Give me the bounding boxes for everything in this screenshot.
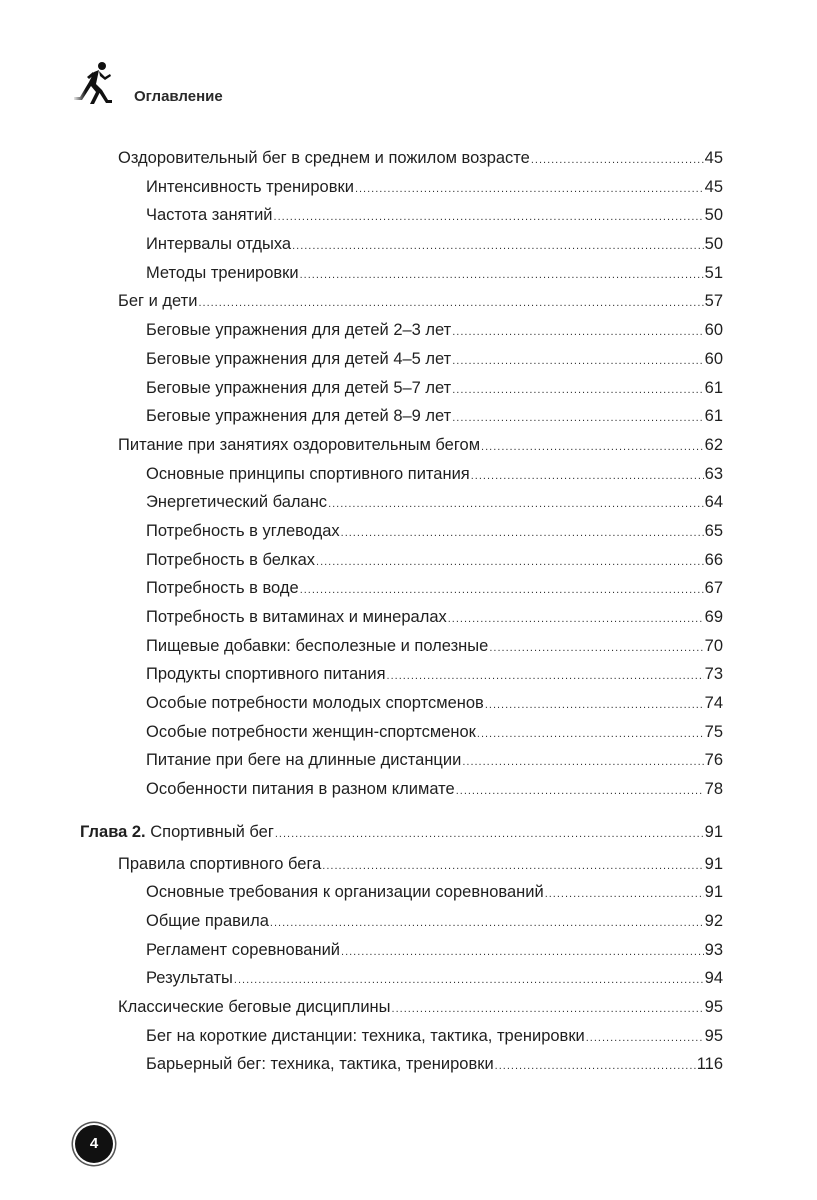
- toc-entry[interactable]: [80, 632, 723, 661]
- toc-entry[interactable]: [80, 574, 723, 603]
- toc-entry-page: 50: [704, 235, 723, 254]
- toc-entry-title: [118, 287, 197, 316]
- toc-entry[interactable]: [80, 775, 723, 804]
- dot-leader: [328, 490, 704, 519]
- toc-entry-title: [146, 402, 451, 431]
- toc-entry-title: [80, 818, 274, 847]
- dot-leader: [387, 662, 704, 691]
- dot-leader: [452, 318, 703, 347]
- toc-entry[interactable]: [80, 718, 723, 747]
- toc-entry-page: 91: [704, 822, 723, 841]
- toc-entry-page: 45: [704, 149, 723, 167]
- toc-entry-text: Потребность в белках: [146, 550, 316, 569]
- toc-chapter-entry[interactable]: [80, 818, 723, 847]
- dot-leader: [341, 519, 704, 548]
- toc-entry-text: Потребность в витаминах и минералах: [146, 608, 447, 626]
- dot-leader: [452, 347, 703, 376]
- runner-icon: [72, 60, 118, 110]
- dot-leader: [481, 433, 704, 462]
- toc-entry[interactable]: [80, 402, 723, 431]
- toc-entry-title: [146, 460, 470, 489]
- toc-entry-page: 67: [704, 579, 723, 598]
- toc-entry-page: 69: [704, 608, 723, 626]
- toc-entry-page: 61: [704, 407, 723, 426]
- toc-entry-page: 61: [704, 378, 723, 397]
- chapter-label: Глава 2.: [80, 822, 146, 841]
- toc-entry-page: 91: [704, 883, 723, 902]
- toc-entry-title: [146, 374, 451, 403]
- dot-leader: [270, 909, 704, 938]
- dot-leader: [489, 634, 703, 663]
- toc-entry-text: Методы тренировки: [146, 263, 299, 282]
- toc-entry[interactable]: [80, 936, 723, 965]
- dot-leader: [531, 146, 704, 175]
- dot-leader: [198, 289, 703, 318]
- dot-leader: [545, 880, 704, 909]
- dot-leader: [292, 232, 704, 261]
- toc-entry-text: Общие правила: [146, 911, 269, 930]
- toc-entry-page: 57: [704, 292, 723, 311]
- dot-leader: [477, 720, 704, 749]
- toc-entry-page: 65: [704, 521, 723, 540]
- toc-entry[interactable]: [80, 546, 723, 575]
- toc-entry[interactable]: [80, 850, 723, 879]
- toc-entry-page: 60: [704, 349, 723, 368]
- header-title: Оглавление: [134, 88, 223, 105]
- toc-entry-title: [146, 574, 299, 603]
- toc-entry[interactable]: [80, 1050, 723, 1079]
- table-of-contents: [80, 144, 723, 1079]
- toc-entry-title: [146, 718, 476, 747]
- toc-entry-page: 62: [704, 435, 723, 454]
- toc-entry-page: 51: [704, 263, 723, 282]
- dot-leader: [471, 462, 704, 491]
- toc-entry[interactable]: [80, 689, 723, 718]
- toc-entry-text: Классические беговые дисциплины: [118, 997, 391, 1016]
- toc-entry-title: [146, 746, 461, 775]
- toc-entry-page: 75: [704, 722, 723, 741]
- toc-entry-page: 74: [704, 694, 723, 713]
- toc-entry-text: Питание при занятиях оздоровительным бегом: [118, 435, 481, 454]
- toc-entry-page: 92: [704, 911, 723, 930]
- toc-entry-title: [118, 144, 530, 173]
- toc-entry-title: [146, 775, 455, 804]
- toc-entry-page: 94: [704, 969, 723, 988]
- toc-entry-title: [146, 1022, 585, 1051]
- toc-entry-title: [118, 850, 321, 879]
- toc-entry-title: [146, 173, 354, 202]
- toc-entry[interactable]: [80, 316, 723, 345]
- toc-entry-text: Интенсивность тренировки: [146, 177, 354, 196]
- dot-leader: [234, 966, 704, 995]
- toc-entry-page: 73: [704, 665, 723, 684]
- toc-entry[interactable]: [80, 993, 723, 1022]
- toc-entry-page: 63: [704, 464, 723, 483]
- toc-entry[interactable]: [80, 374, 723, 403]
- dot-leader: [300, 261, 704, 290]
- toc-entry-text: Беговые упражнения для детей 8–9 лет: [146, 407, 452, 426]
- toc-entry-page: 91: [704, 854, 723, 873]
- toc-entry-title: [146, 488, 327, 517]
- dot-leader: [275, 820, 704, 849]
- toc-entry-page: 45: [704, 177, 723, 196]
- toc-entry-text: Беговые упражнения для детей 4–5 лет: [146, 349, 452, 368]
- toc-entry-title: [146, 660, 386, 689]
- toc-entry-title: [118, 431, 480, 460]
- toc-entry-title: [146, 259, 299, 288]
- toc-entry-title: [146, 907, 269, 936]
- toc-entry-page: 64: [704, 493, 723, 512]
- dot-leader: [341, 938, 704, 967]
- toc-entry-text: Основные принципы спортивного питания: [146, 464, 470, 483]
- dot-leader: [322, 852, 703, 881]
- toc-entry[interactable]: [80, 144, 723, 173]
- toc-entry-title: [146, 689, 484, 718]
- toc-entry-text: Спортивный бег: [145, 822, 274, 841]
- toc-entry-title: [146, 603, 447, 632]
- toc-entry-text: Бег и дети: [118, 292, 198, 311]
- toc-entry-text: Частота занятий: [146, 206, 273, 225]
- toc-entry[interactable]: [80, 878, 723, 907]
- toc-entry-title: [146, 1050, 494, 1079]
- toc-entry[interactable]: [80, 230, 723, 259]
- toc-entry[interactable]: [80, 964, 723, 993]
- dot-leader: [355, 175, 704, 204]
- toc-entry-text: Особые потребности молодых спортсменов: [146, 694, 484, 713]
- toc-entry-text: Основные требования к организации соревнований: [146, 883, 544, 902]
- toc-entry-title: [146, 201, 273, 230]
- toc-entry-page: 95: [704, 1026, 723, 1045]
- toc-entry-text: Результаты: [146, 969, 233, 988]
- page-number-badge: 4: [75, 1125, 113, 1163]
- dot-leader: [452, 404, 703, 433]
- toc-entry-page: 66: [704, 550, 723, 569]
- toc-entry-page: 116: [696, 1055, 723, 1074]
- toc-entry-text: Продукты спортивного питания: [146, 665, 386, 684]
- toc-entry-title: [146, 517, 340, 546]
- toc-entry-page: 60: [704, 321, 723, 340]
- toc-entry[interactable]: [80, 431, 723, 460]
- dot-leader: [274, 203, 704, 232]
- toc-entry-title: [146, 546, 315, 575]
- toc-entry-title: [146, 230, 291, 259]
- toc-entry-text: Питание при беге на длинные дистанции: [146, 751, 462, 770]
- toc-entry-title: [146, 936, 340, 965]
- dot-leader: [462, 748, 703, 777]
- toc-entry-text: Правила спортивного бега: [118, 854, 322, 873]
- dot-leader: [448, 605, 704, 634]
- toc-entry-title: [146, 345, 451, 374]
- toc-entry-page: 50: [704, 206, 723, 225]
- dot-leader: [316, 548, 704, 577]
- dot-leader: [300, 576, 704, 605]
- toc-entry[interactable]: [80, 259, 723, 288]
- dot-leader: [452, 376, 703, 405]
- toc-entry-text: Потребность в воде: [146, 579, 299, 598]
- toc-entry-title: [146, 316, 451, 345]
- toc-entry[interactable]: [80, 603, 723, 632]
- dot-leader: [392, 995, 704, 1024]
- toc-entry-text: Энергетический баланс: [146, 493, 328, 512]
- toc-entry[interactable]: [80, 345, 723, 374]
- toc-entry-page: 93: [704, 940, 723, 959]
- toc-entry-title: [118, 993, 391, 1022]
- toc-entry-title: [146, 632, 488, 661]
- dot-leader: [485, 691, 704, 720]
- toc-entry-text: Беговые упражнения для детей 2–3 лет: [146, 321, 452, 340]
- toc-entry-title: [146, 878, 544, 907]
- toc-entry-text: Потребность в углеводах: [146, 521, 340, 540]
- toc-entry[interactable]: [80, 460, 723, 489]
- toc-entry-text: Пищевые добавки: бесполезные и полезные: [146, 636, 489, 655]
- toc-entry[interactable]: [80, 907, 723, 936]
- toc-entry-text: Оздоровительный бег в среднем и пожилом возрасте: [118, 149, 530, 167]
- toc-entry-page: 76: [704, 751, 723, 770]
- toc-entry-text: Особенности питания в разном климате: [146, 780, 455, 799]
- toc-entry-text: Особые потребности женщин-спортсменок: [146, 722, 476, 741]
- toc-entry-text: Барьерный бег: техника, тактика, тренировки: [146, 1055, 494, 1074]
- toc-entry-page: 70: [704, 636, 723, 655]
- toc-entry-text: Интервалы отдыха: [146, 235, 292, 254]
- dot-leader: [586, 1024, 704, 1053]
- toc-entry-text: Регламент соревнований: [146, 940, 341, 959]
- toc-entry[interactable]: [80, 517, 723, 546]
- toc-entry-text: Бег на короткие дистанции: техника, тактика, тренировки: [146, 1026, 585, 1045]
- page-header: [72, 60, 472, 110]
- toc-entry[interactable]: [80, 488, 723, 517]
- toc-entry[interactable]: [80, 201, 723, 230]
- toc-entry-page: 95: [704, 997, 723, 1016]
- toc-entry[interactable]: [80, 746, 723, 775]
- toc-entry[interactable]: [80, 173, 723, 202]
- toc-entry[interactable]: [80, 1022, 723, 1051]
- toc-entry-title: [146, 964, 233, 993]
- toc-entry[interactable]: [80, 287, 723, 316]
- toc-entry-text: Беговые упражнения для детей 5–7 лет: [146, 378, 452, 397]
- dot-leader: [495, 1052, 696, 1081]
- toc-entry-page: 78: [704, 780, 723, 799]
- toc-entry[interactable]: [80, 660, 723, 689]
- dot-leader: [456, 777, 704, 806]
